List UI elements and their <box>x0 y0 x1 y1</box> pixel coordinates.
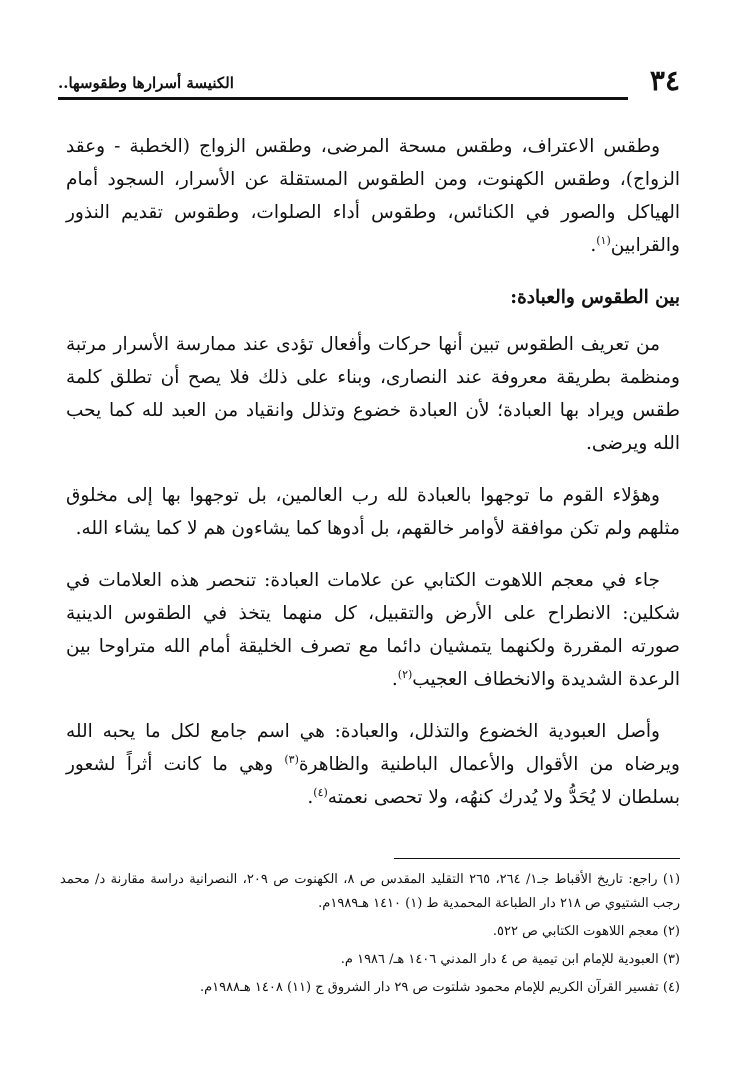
footnotes <box>60 868 680 1004</box>
footnote-ref: (١) <box>596 233 611 247</box>
footnote-separator <box>394 858 680 859</box>
footnote: (٤) تفسير القرآن الكريم للإمام محمود شلتوت ص ٢٩ دار الشروق ج (١١) ١٤٠٨ هـ١٩٨٨م. <box>199 980 680 995</box>
paragraph-text: جاء في معجم اللاهوت الكتابي عن علامات العبادة: تنحصر هذه العلامات في شكلين: الانطراح على الأرض والتقبيل، كل منهما يتخذ في الطقوس الدينية صورته المقررة ولكنهما يتمشيان دائما مع تصرف الخليقة أمام الله متراوحا بين الرعدة الشديدة والانخطاف العجيب <box>66 570 680 690</box>
running-title: الكنيسة أسرارها وطقوسها.. <box>58 74 234 92</box>
footnote: (٣) العبودية للإمام ابن تيمية ص ٤ دار المدني ١٤٠٦ هـ/ ١٩٨٦ م. <box>340 952 680 967</box>
page-header <box>58 66 680 100</box>
page-number: ٣٤ <box>649 64 680 97</box>
paragraph <box>66 715 680 814</box>
paragraph-end: . <box>307 787 314 808</box>
paragraph: وهؤلاء القوم ما توجهوا بالعبادة لله رب العالمين، بل توجهوا بها إلى مخلوق مثلهم ولم تكن موافقة لأوامر خالقهم، بل أدوها كما يشاءون هم لا كما يشاء الله. <box>66 485 680 539</box>
footnote-ref: (٣) <box>284 752 299 766</box>
paragraph: جاء في معجم اللاهوت الكتابي عن علامات العبادة: تنحصر هذه العلامات في شكلين: الانطراح على الأرض والتقبيل، كل منهما يتخذ في الطقوس الدينية صورته المقررة ولكنهما يتمشيان دائما مع تصرف الخليقة أمام الله متراوحا بين الرعدة الشديدة والانخطاف العجيب$^{(٢)}$. <box>66 570 680 690</box>
footnote: (١) راجع: تاريخ الأقباط جـ١/ ٢٦٤، ٢٦٥ التقليد المقدس ص ٨، الكهنوت ص ٢٠٩، النصرانية دراسة مقارنة د/ محمد رجب الشتيوي ص ٢١٨ دار الطباعة المحمدية ط (١) ١٤١٠ هـ١٩٨٩م. <box>60 872 681 911</box>
paragraph-text: وأصل العبودية الخضوع والتذلل، والعبادة: هي اسم جامع لكل ما يحبه الله ويرضاه من الأقوال والأعمال الباطنية والظاهرة <box>66 721 680 775</box>
footnote-ref: (٢) <box>397 667 413 681</box>
paragraph-text: وهي ما كانت أثراً لشعور بسلطان لا يُحَدُّ ولا يُدرك كنهُه، ولا تحصى نعمته <box>66 754 680 808</box>
main-text <box>66 130 680 833</box>
paragraph: وطقس الاعتراف، وطقس مسحة المرضى، وطقس الزواج (الخطبة - وعقد الزواج)، وطقس الكهنوت، ومن الطقوس المستقلة عن الأسرار، السجود أمام الهياكل والصور في الكنائس، وطقوس أداء الصلوات، وطقوس تقديم النذور والقرابين$^{(١)}$. <box>66 136 680 256</box>
footnote: (٢) معجم اللاهوت الكتابي ص ٥٢٢. <box>492 924 680 939</box>
footnote-ref: (٤) <box>313 785 328 799</box>
paragraph: من تعريف الطقوس تبين أنها حركات وأفعال تؤدى عند ممارسة الأسرار مرتبة ومنظمة بطريقة معروفة عند النصارى، وبناء على ذلك فلا يصح أن تطلق كلمة طقس ويراد بها العبادة؛ لأن العبادة خضوع وتذلل وانقياد من العبد لله كما يحب الله ويرضى. <box>66 334 680 454</box>
paragraph-text: وطقس الاعتراف، وطقس مسحة المرضى، وطقس الزواج (الخطبة - وعقد الزواج)، وطقس الكهنوت، ومن الطقوس المستقلة عن الأسرار، السجود أمام الهياكل والصور في الكنائس، وطقوس أداء الصلوات، وطقوس تقديم النذور والقرابين <box>66 136 680 256</box>
section-heading: بين الطقوس والعبادة: <box>510 287 680 308</box>
header-rule <box>58 97 628 100</box>
